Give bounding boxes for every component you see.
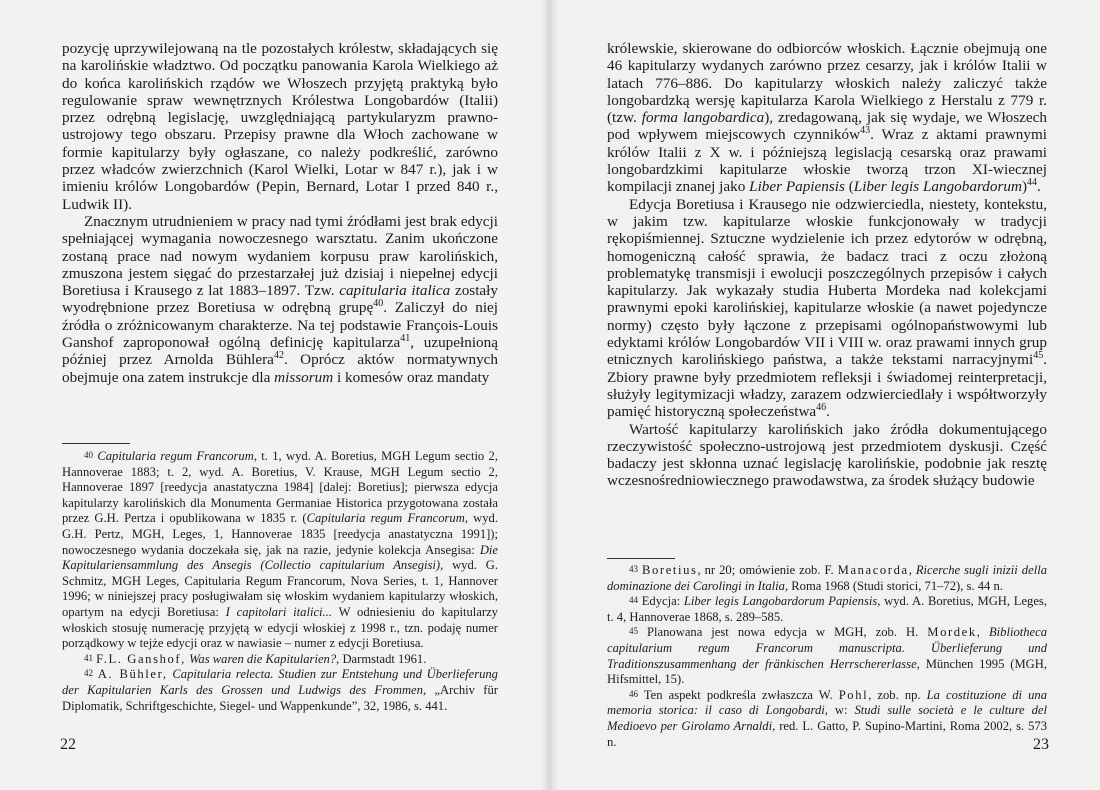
right-paragraph-2: Edycja Boretiusa i Krausego nie odzwierciedla, niestety, kontekstu, w jakim tzw. kapitularze włoskie funkcjonowały w tradycji rękopiśmiennej. Sztuczne wydzielenie ich przez edytorów w odrębną, homogeniczną całość sprawia, że badacz traci z oczu złożoną problematykę transmisji i ewolucji poszczególnych przepisów i całych kapitularzy. Jak wykazały studia Huberta Mordeka nad kolekcjami prawnymi epoki karolińskiej, kapitularze włoskie (a nawet pojedyncze normy) często były łączone z przepisami ogólnopaństwowymi lub edyktami królów Longobardów VII i VIII w. oraz prawami innych grup etnicznych karolińskiego państwa, a także tekstami narracyjnymi$^{45}$. Zbiory prawne były przedmiotem refleksji i świadomej reinterpretacji, służyły legitymizacji władzy, zarazem odzwierciedlały i współtworzyły pamięć historyczną społeczeństwa$^{46}$. <box>607 195 1047 421</box>
right-paragraph-1: królewskie, skierowane do odbiorców włoskich. Łącznie obejmują one 46 kapitularzy wydanych zarówno przez cesarzy, jak i królów Italii w latach 776–886. Do kapitularzy włoskich należy zaliczyć także longobardzką wersję kapitularza Karola Wielkiego z Herstalu z 779 r. (tzw. forma langobardica), zredagowaną, jak się wydaje, we Włoszech pod wpływem miejscowych czynników$^{43}$. Wraz z aktami prawnymi królów Italii z X w. i późniejszą legislacją cesarską oraz prawami longobardzkimi kapitularze włoskie tworzą trzon XI-wiecznej kompilacji znanej jako Liber Papiensis (Liber legis Langobardorum)$^{44}$. <box>607 40 1048 196</box>
footnote-42: $^{42}$ A. Bühler, Capitularia relecta. Studien zur Entstehung und Überlieferung der Kapitularien Karls des Grossen und Ludwigs des Frommen, „Archiv für Diplomatik, Schriftgeschichte, Siegel- und Wappenkunde”, 32, 1986, s. 441. <box>62 667 498 713</box>
left-footnotes <box>62 449 498 714</box>
footnote-ref-43[interactable]: 43 <box>860 125 871 137</box>
page-number-right: 23 <box>1033 736 1049 753</box>
right-paragraph-3: Wartość kapitularzy karolińskich jako źródła dokumentującego rzeczywistość społeczno-ustrojową jest przedmiotem dyskusji. Część badaczy jest skłonna uznać legislację karolińskie, podobnie jak resztę wczesnośredniowiecznego prawodawstwa, za środek służący budowie <box>607 420 1047 490</box>
right-footnotes <box>607 563 1047 750</box>
footnote-ref-41[interactable]: 41 <box>400 332 411 344</box>
footnote-ref-40[interactable]: 40 <box>373 298 384 310</box>
footnote-divider <box>607 558 675 559</box>
right-page <box>550 0 1100 790</box>
footnote-ref-44[interactable]: 44 <box>1027 177 1038 189</box>
right-body-text <box>607 40 1047 490</box>
footnote-41: $^{41}$ F.L. Ganshof, Was waren die Kapitularien?, Darmstadt 1961. <box>84 651 427 666</box>
footnote-40: $^{40}$ Capitularia regum Francorum, t. 1, wyd. A. Boretius, MGH Legum sectio 2, Hannoverae 1883; t. 2, wyd. A. Boretius, V. Krause, MGH Legum sectio 2, Hannoverae 1897 [reedycja anastatyczna 1984] [dalej: Boretius]; pierwsza edycja kapitularzy karolińskich dla Monumenta Germaniae Historica przygotowana została przez G.H. Pertza i opublikowana w 1835 r. (Capitularia regum Francorum, wyd. G.H. Pertz, MGH, Leges, 1, Hannoverae 1835 [reedycja anastatyczna 1991]); nowoczesnego wydania doczekała się, jak na razie, jedynie kolekcja Ansegisa: Die Kapitulariensammlung des Ansegis (Collectio capitularium Ansegisi), wyd. G. Schmitz, MGH Leges, Capitularia Regum Francorum, Nova Series, t. 1, Hannover 1996; w niniejszej pracy posługiwałam się włoskim wydaniem kapitularzy włoskich, opartym na edycji Boretiusa: I capitolari italici... W odniesieniu do kapitularzy włoskich stosuję numerację przyjętą w edycji włoskiej z 1998 r., tzn. podaję numer porządkowy w tejże edycji oraz w nawiasie – numer z edycji Boretiusa. <box>62 449 498 651</box>
left-body-text <box>62 40 498 386</box>
footnote-44: $^{44}$ Edycja: Liber legis Langobardorum Papiensis, wyd. A. Boretius, MGH, Leges, t. 4, Hannoverae 1868, s. 289–585. <box>607 594 1047 624</box>
footnote-ref-42[interactable]: 42 <box>273 350 284 362</box>
footnote-43: $^{43}$ Boretius, nr 20; omówienie zob. F. Manacorda, Ricerche sugli inizii della dominazione dei Carolingi in Italia, Roma 1968 (Studi storici, 71–72), s. 44 n. <box>607 563 1047 593</box>
book-gutter <box>541 0 559 790</box>
footnote-ref-45[interactable]: 45 <box>1033 350 1044 362</box>
left-paragraph-1: pozycję uprzywilejowaną na tle pozostałych królestw, składających się na karolińskie władztwo. Od początku panowania Karola Wielkiego aż do końca karolińskich rządów we Włoszech przyjętą praktyką było regulowanie spraw wewnętrznych Królestwa Longobardów (Italii) przez odrębną legislację, uwzględniającą partykularyzm prawno-ustrojowy tego obszaru. Przepisy prawne dla Włoch zachowane w formie kapitularzy były ogłaszane, co należy podkreślić, zarówno przez władców zwierzchnich (Karol Wielki, Lotar w 847 r.), jak i w imieniu królów Longobardów (Pepin, Bernard, Lotar I przed 840 r., Ludwik II). <box>62 40 498 213</box>
left-paragraph-2: Znacznym utrudnieniem w pracy nad tymi źródłami jest brak edycji spełniającej wymagania nowoczesnego warsztatu. Zanim ukończone zostaną prace nad nowym wydaniem korpusu praw karolińskich, zmuszona jestem sięgać do przestarzałej już dzisiaj i niepełnej edycji Boretiusa i Krausego z lat 1883–1897. Tzw. capitularia italica zostały wyodrębnione przez Boretiusa w odrębną grupę$^{40}$. Zaliczył do niej źródła o zróżnicowanym charakterze. Na tej podstawie François-Louis Ganshof zaproponował ogólną definicję kapitularza$^{41}$, uzupełnioną później przez Arnolda Bühlera$^{42}$. Oprócz aktów normatywnych obejmuje ona zatem instrukcje dla missorum i komesów oraz mandaty <box>62 212 498 386</box>
footnote-ref-46[interactable]: 46 <box>816 402 827 414</box>
page-number-left: 22 <box>60 736 76 753</box>
footnote-divider <box>62 443 130 444</box>
footnote-46: $^{46}$ Ten aspekt podkreśla zwłaszcza W. Pohl, zob. np. La costituzione di una memoria storica: il caso di Longobardi, w: Studi sulle società e le culture del Medioevo per Girolamo Arnaldi, red. L. Gatto, P. Supino-Martini, Roma 2002, s. 573 n. <box>607 687 1047 749</box>
footnote-45: $^{45}$ Planowana jest nowa edycja w MGH, zob. H. Mordek, Bibliotheca capitularium regum Francorum manuscripta. Überlieferung und Traditionszusammenhang der fränkischen Herrschererlasse, München 1995 (MGH, Hifsmittel, 15). <box>607 625 1048 687</box>
